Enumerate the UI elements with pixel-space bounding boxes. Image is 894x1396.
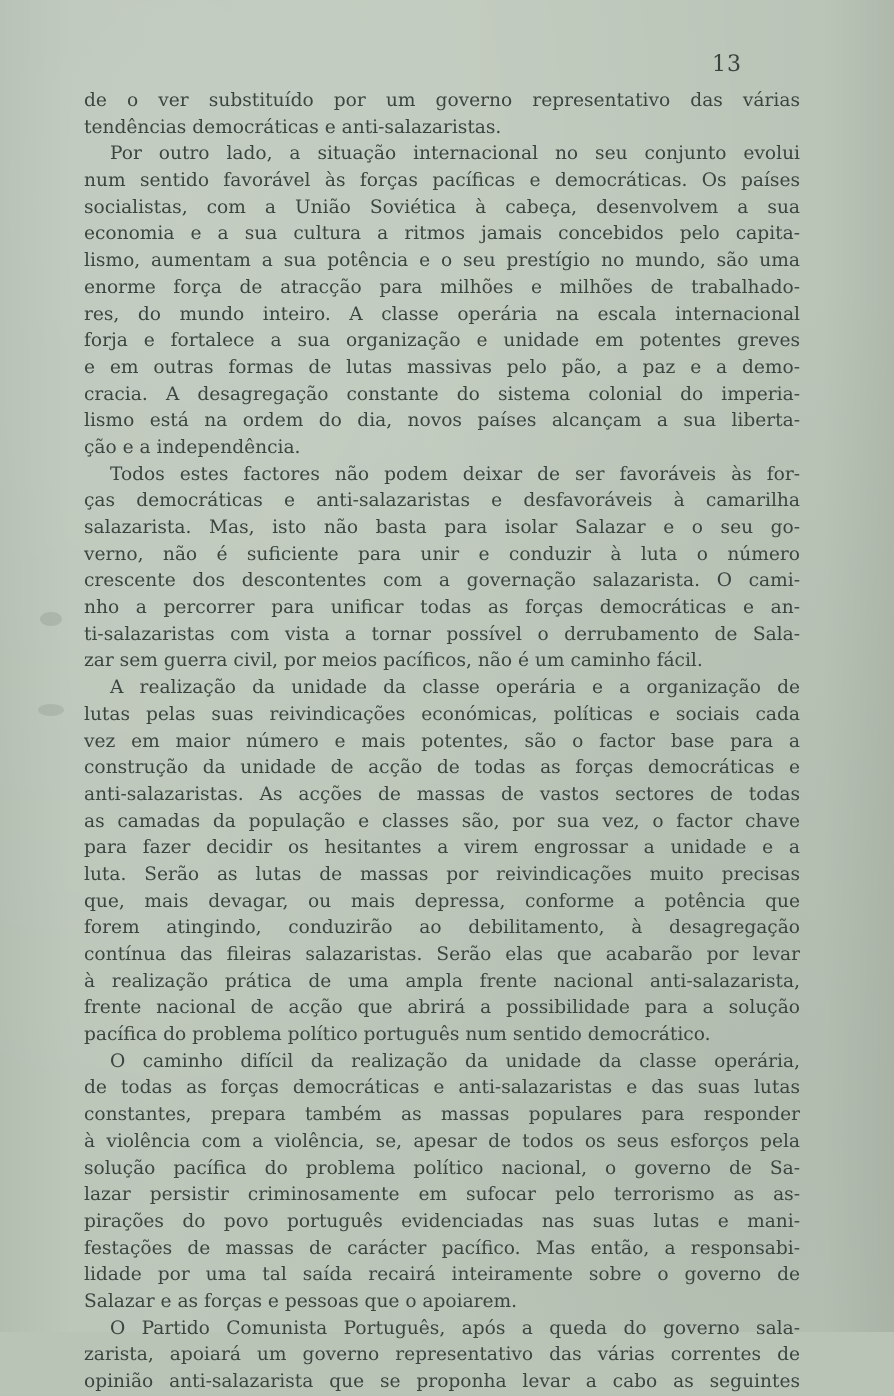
text-line: luta. Serão as lutas de massas por reivindicações muito precisas	[84, 863, 800, 885]
text-line: O Partido Comunista Português, após a queda do governo sala-	[110, 1317, 800, 1339]
text-line: contínua das fileiras salazaristas. Serão elas que acabarão por levar	[84, 944, 800, 965]
text-line: nho a percorrer para unificar todas as forças democráticas e an-	[84, 597, 800, 619]
text-line: Salazar e as forças e pessoas que o apoiarem.	[84, 1290, 518, 1312]
text-line: lismo, aumentam a sua potência e o seu prestígio no mundo, são uma	[84, 250, 800, 272]
text-line: salazarista. Mas, isto não basta para isolar Salazar e o seu go-	[84, 517, 800, 538]
text-line: opinião anti-salazarista que se proponha levar a cabo as seguintes	[84, 1371, 800, 1392]
text-line: socialistas, com a União Soviética à cabeça, desenvolvem a sua	[84, 196, 800, 218]
text-line: num sentido favorável às forças pacíficas e democráticas. Os países	[84, 170, 800, 192]
text-line: lazar persistir criminosamente em sufocar pelo terrorismo as as-	[84, 1184, 800, 1206]
paper-stain	[40, 612, 62, 626]
text-line: O caminho difícil da realização da unidade da classe operária,	[110, 1050, 800, 1072]
text-line: para fazer decidir os hesitantes a virem engrossar a unidade e a	[84, 837, 800, 859]
text-line: zarista, apoiará um governo representativo das várias correntes de	[84, 1344, 800, 1366]
page-number: 13	[712, 52, 742, 77]
text-line: festações de massas de carácter pacífico. Mas então, a responsabi-	[84, 1237, 800, 1259]
text-line: lismo está na ordem do dia, novos países alcançam a sua liberta-	[84, 410, 800, 432]
text-line: lutas pelas suas reivindicações económicas, políticas e sociais cada	[84, 703, 800, 725]
text-line: A realização da unidade da classe operária e a organização de	[110, 677, 800, 699]
text-line: ças democráticas e anti-salazaristas e desfavoráveis à camarilha	[84, 490, 800, 512]
text-line: de o ver substituído por um governo representativo das várias	[84, 90, 800, 111]
text-line: e em outras formas de lutas massivas pelo pão, a paz e a demo-	[84, 356, 800, 378]
body-text	[84, 88, 800, 1396]
text-line: à realização prática de uma ampla frente nacional anti-salazarista,	[84, 970, 800, 992]
text-line: frente nacional de acção que abrirá a possibilidade para a solução	[84, 997, 800, 1019]
text-line: as camadas da população e classes são, por sua vez, o factor chave	[84, 810, 800, 832]
text-line: enorme força de atracção para milhões e milhões de trabalhado-	[84, 276, 800, 298]
text-line: res, do mundo inteiro. A classe operária na escala internacional	[84, 303, 800, 325]
text-line: verno, não é suficiente para unir e conduzir à luta o número	[84, 543, 800, 565]
text-line: pacífica do problema político português num sentido democrático.	[84, 1024, 711, 1046]
text-line: crescente dos descontentes com a governação salazarista. O cami-	[84, 570, 800, 592]
text-line: Por outro lado, a situação internacional no seu conjunto evolui	[110, 143, 800, 165]
text-line: ti-salazaristas com vista a tornar possível o derrubamento de Sala-	[84, 623, 800, 645]
text-line: constantes, prepara também as massas populares para responder	[84, 1104, 800, 1126]
paper-stain	[38, 704, 64, 716]
text-line: que, mais devagar, ou mais depressa, conforme a potência que	[84, 890, 800, 912]
text-line: construção da unidade de acção de todas as forças democráticas e	[84, 757, 800, 779]
text-line: de todas as forças democráticas e anti-salazaristas e das suas lutas	[84, 1077, 800, 1099]
text-line: à violência com a violência, se, apesar de todos os seus esforços pela	[84, 1130, 800, 1152]
text-line: Todos estes factores não podem deixar de ser favoráveis às for-	[110, 463, 800, 485]
text-line: vez em maior número e mais potentes, são o factor base para a	[84, 730, 800, 752]
text-line: solução pacífica do problema político nacional, o governo de Sa-	[84, 1157, 800, 1179]
text-line: zar sem guerra civil, por meios pacíficos, não é um caminho fácil.	[84, 650, 703, 672]
text-line: lidade por uma tal saída recairá inteiramente sobre o governo de	[84, 1264, 800, 1286]
text-line: forem atingindo, conduzirão ao debilitamento, à desagregação	[84, 917, 800, 939]
text-line: pirações do povo português evidenciadas nas suas lutas e mani-	[84, 1210, 800, 1232]
text-line: ção e a independência.	[84, 436, 301, 458]
text-line: tendências democráticas e anti-salazaristas.	[84, 116, 502, 138]
text-line: cracia. A desagregação constante do sistema colonial do imperia-	[84, 383, 800, 405]
text-line: anti-salazaristas. As acções de massas de vastos sectores de todas	[84, 783, 800, 805]
text-line: economia e a sua cultura a ritmos jamais concebidos pelo capita-	[84, 223, 800, 245]
text-line: forja e fortalece a sua organização e unidade em potentes greves	[84, 330, 800, 352]
